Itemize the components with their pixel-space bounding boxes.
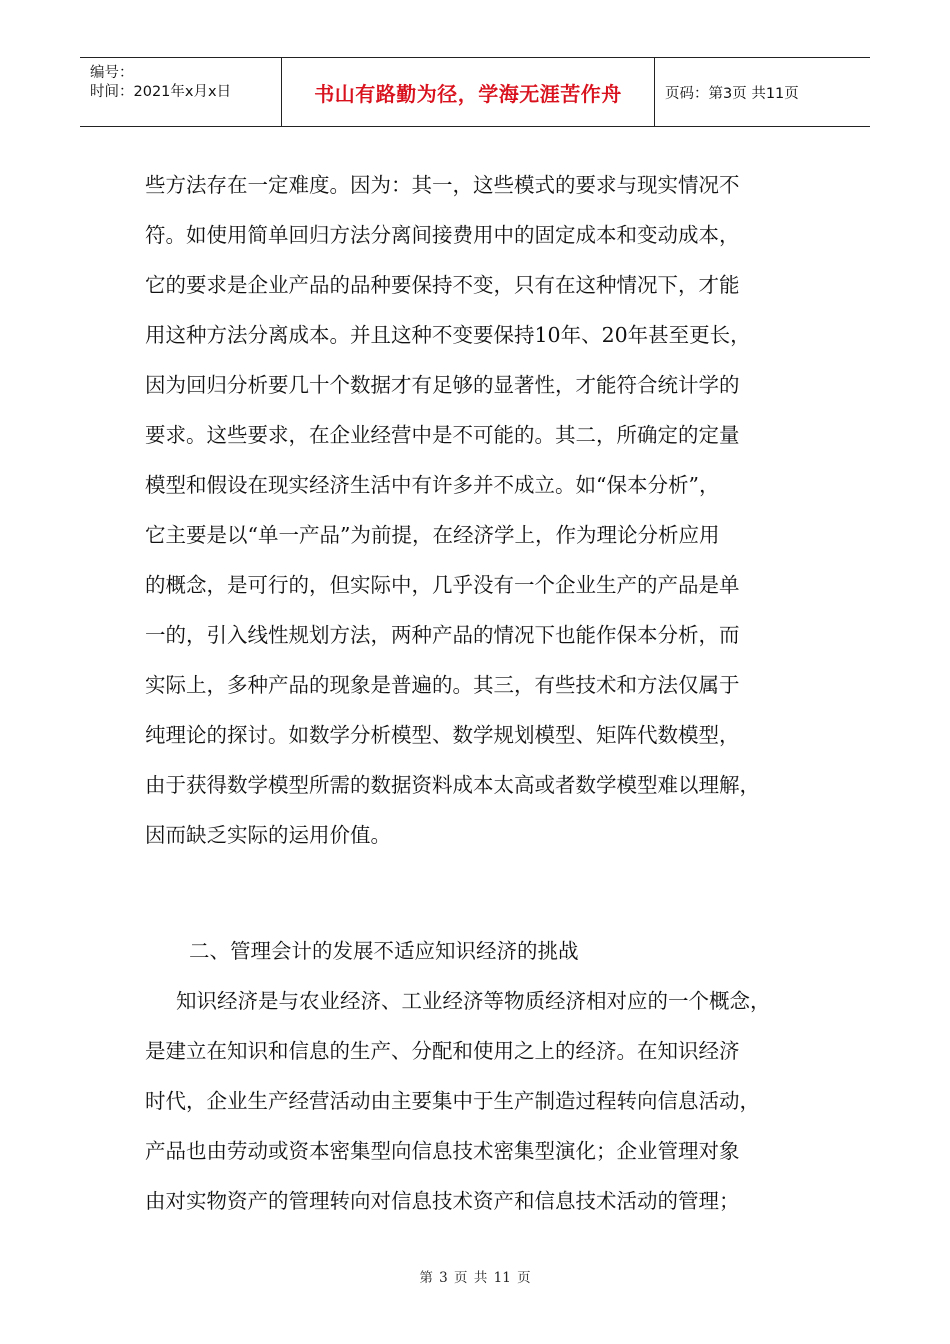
text-line: 它的要求是企业产品的品种要保持不变，只有在这种情况下，才能 [145,273,740,297]
paragraph-2 [145,976,815,1226]
text-line: 的概念，是可行的，但实际中，几乎没有一个企业生产的产品是单 [145,573,740,597]
serial-number-label: 编号： [90,65,134,81]
document-body [145,160,815,1226]
text-line: 它主要是以“单一产品”为前提，在经济学上，作为理论分析应用 [145,523,720,547]
header-motto: 书山有路勤为径，学海无涯苦作舟 [314,81,622,106]
document-header [80,57,870,127]
text-line: 是建立在知识和信息的生产、分配和使用之上的经济。在知识经济 [145,1039,740,1063]
text-line: 因为回归分析要几十个数据才有足够的显著性，才能符合统计学的 [145,373,740,397]
header-page-number: 页码：第3页 共11页 [665,85,799,102]
text-line: 要求。这些要求，在企业经营中是不可能的。其二，所确定的定量 [145,423,740,447]
header-page-cell [655,58,870,126]
text-line: 因而缺乏实际的运用价值。 [145,823,391,847]
header-meta-cell [80,58,282,126]
text-line: 产品也由劳动或资本密集型向信息技术密集型演化；企业管理对象 [145,1139,740,1163]
header-motto-cell [282,58,655,126]
date-label: 时间：2021年x月x日 [90,84,232,100]
page-footer [0,1266,950,1286]
footer-page-number: 第 3 页 共 11 页 [419,1270,531,1286]
text-line: 纯理论的探讨。如数学分析模型、数学规划模型、矩阵代数模型， [145,723,740,747]
text-line: 模型和假设在现实经济生活中有许多并不成立。如“保本分析”， [145,473,720,497]
text-line: 由于获得数学模型所需的数据资料成本太高或者数学模型难以理解， [145,773,760,797]
paragraph-spacer [145,860,815,926]
text-line: 实际上，多种产品的现象是普遍的。其三，有些技术和方法仅属于 [145,673,740,697]
text-line: 一的，引入线性规划方法，两种产品的情况下也能作保本分析，而 [145,623,740,647]
text-line: 符。如使用简单回归方法分离间接费用中的固定成本和变动成本， [145,223,740,247]
text-line: 时代，企业生产经营活动由主要集中于生产制造过程转向信息活动， [145,1089,760,1113]
text-line: 由对实物资产的管理转向对信息技术资产和信息技术活动的管理； [145,1189,740,1213]
section-heading: 二、管理会计的发展不适应知识经济的挑战 [189,939,579,963]
text-line: 用这种方法分离成本。并且这种不变要保持10年、20年甚至更长， [145,323,751,347]
paragraph-1 [145,160,815,860]
text-line: 知识经济是与农业经济、工业经济等物质经济相对应的一个概念， [176,989,771,1013]
text-line: 些方法存在一定难度。因为：其一，这些模式的要求与现实情况不 [145,173,740,197]
